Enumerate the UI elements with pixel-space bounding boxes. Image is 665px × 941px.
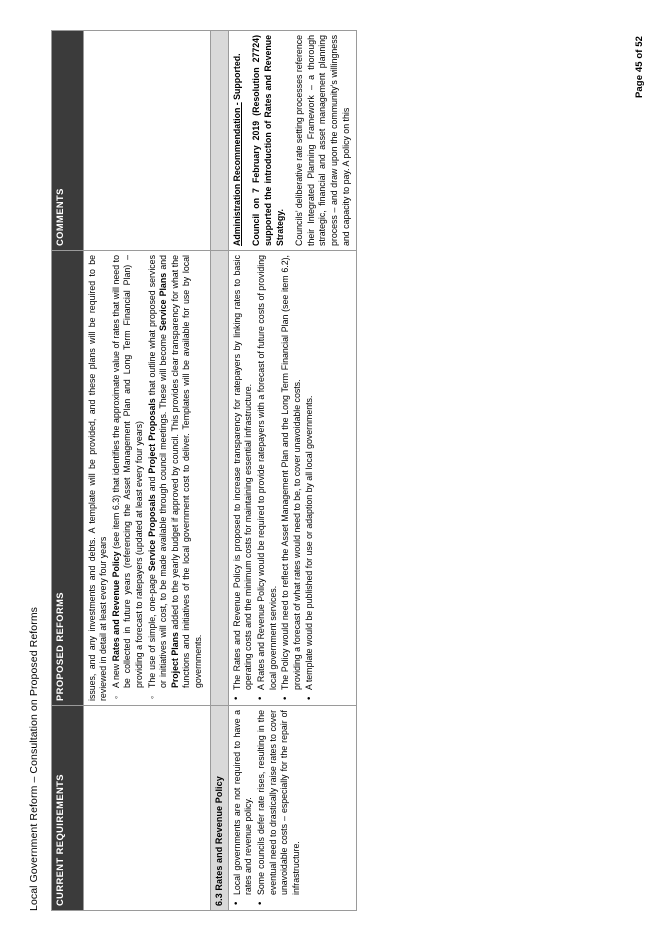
current-requirements-bullet-list <box>232 710 303 906</box>
cell-proposed-reforms-63 <box>228 251 356 706</box>
bullet-text: A Rates and Revenue Policy would be required to provide ratepayers with a forecast of future costs of providing local government services. <box>255 255 278 690</box>
cell-proposed-reforms-continuation <box>83 251 210 706</box>
cell-comments-continuation <box>83 31 210 251</box>
comment-deliberative-text: Councils’ deliberative rate setting processes reference their Integrated Planning Framework – a thorough strategic, financial and asset management planning process – and draw upon the community’s willingness and capacity to pay. A policy on this <box>294 35 351 246</box>
comment-paragraph-council-resolution <box>251 35 286 246</box>
list-item <box>280 255 303 690</box>
column-header-proposed-reforms: PROPOSED REFORMS <box>51 251 83 706</box>
column-header-comments: COMMENTS <box>51 31 83 251</box>
page-number-footer: Page 45 of 52 <box>634 36 645 99</box>
section-heading-spacer-comments <box>210 31 228 251</box>
bullet-text: The Policy would need to reflect the Asset Management Plan and the Long Term Financial Plan (see item 6.2), providing a forecast of what rates would need to be, to cover unavoidable costs. <box>280 255 302 690</box>
comment-council-resolution-text: Council on 7 February 2019 (Resolution 27724) supported the introduction of Rates and Revenue Strategy. <box>251 35 285 246</box>
sub-bullet-item <box>147 255 205 688</box>
comment-rest-supported: Supported. <box>231 53 242 103</box>
bullet-text: Local governments are not required to have a rates and revenue policy. <box>231 710 254 895</box>
proposed-reforms-bullet-list <box>232 255 316 701</box>
section-heading-spacer-proposed <box>210 251 228 706</box>
proposed-reforms-table <box>51 30 358 911</box>
comment-lead-administration-recommendation: Administration Recommendation - <box>231 102 242 246</box>
list-item <box>256 710 302 895</box>
list-item <box>232 710 255 895</box>
table-section-heading-row <box>210 31 228 911</box>
section-heading-rates-and-revenue-policy: 6.3 Rates and Revenue Policy <box>210 706 228 911</box>
comment-paragraph-deliberative-rate-setting <box>294 35 352 246</box>
table-header <box>51 31 83 911</box>
document-header-title: Local Government Reform – Consultation on Proposed Reforms <box>28 606 40 911</box>
column-header-current-requirements: CURRENT REQUIREMENTS <box>51 706 83 911</box>
bullet-text: Some councils defer rate rises, resulting in the eventual need to drastically raise rates to cover unavoidable costs – especially for the repair of infrastructure. <box>255 710 301 895</box>
cell-current-requirements-continuation <box>83 706 210 911</box>
comment-paragraph-recommendation <box>232 35 244 246</box>
bullet-text: The Rates and Revenue Policy is proposed to increase transparency for ratepayers by linking rates to basic operating costs and the minimum costs for maintaining essential infrastructure. <box>231 255 254 690</box>
list-item <box>232 255 255 690</box>
sub-bullet-text: The use of simple, one-page Service Proposals and Project Proposals that outline what proposed services or initiatives will cost, to be made available through council meetings. These will become Service Plans and Project Plans added to the yearly budget if approved by council. This provides clear transparency for what the functions and initiatives of the local government cost to deliver. Templates will be available for use by local governments. <box>146 254 204 688</box>
cell-comments-63 <box>228 31 356 251</box>
cell-current-requirements-63 <box>228 706 356 911</box>
bullet-text: A template would be published for use or adaption by all local governments. <box>304 395 315 690</box>
table-body <box>83 31 357 911</box>
table-row <box>83 31 210 911</box>
sub-bullet-text: A new Rates and Revenue Policy (see item 6.3) that identifies the approximate value of rates that will need to be collected in future years (referencing the Asset Management Plan and Long Term Financial Plan) – providing a forecast to ratepayers (updated at least every four years) <box>110 255 145 688</box>
table-header-row <box>51 31 83 911</box>
list-item <box>256 255 279 690</box>
sub-bullet-item <box>111 255 146 688</box>
sub-bullet-list <box>111 255 205 701</box>
continuation-paragraph: issues, and any investments and debts. A template will be provided, and these plans will be required to be reviewed in detail at least every four years <box>86 255 109 701</box>
table-row <box>228 31 356 911</box>
list-item <box>304 255 316 690</box>
